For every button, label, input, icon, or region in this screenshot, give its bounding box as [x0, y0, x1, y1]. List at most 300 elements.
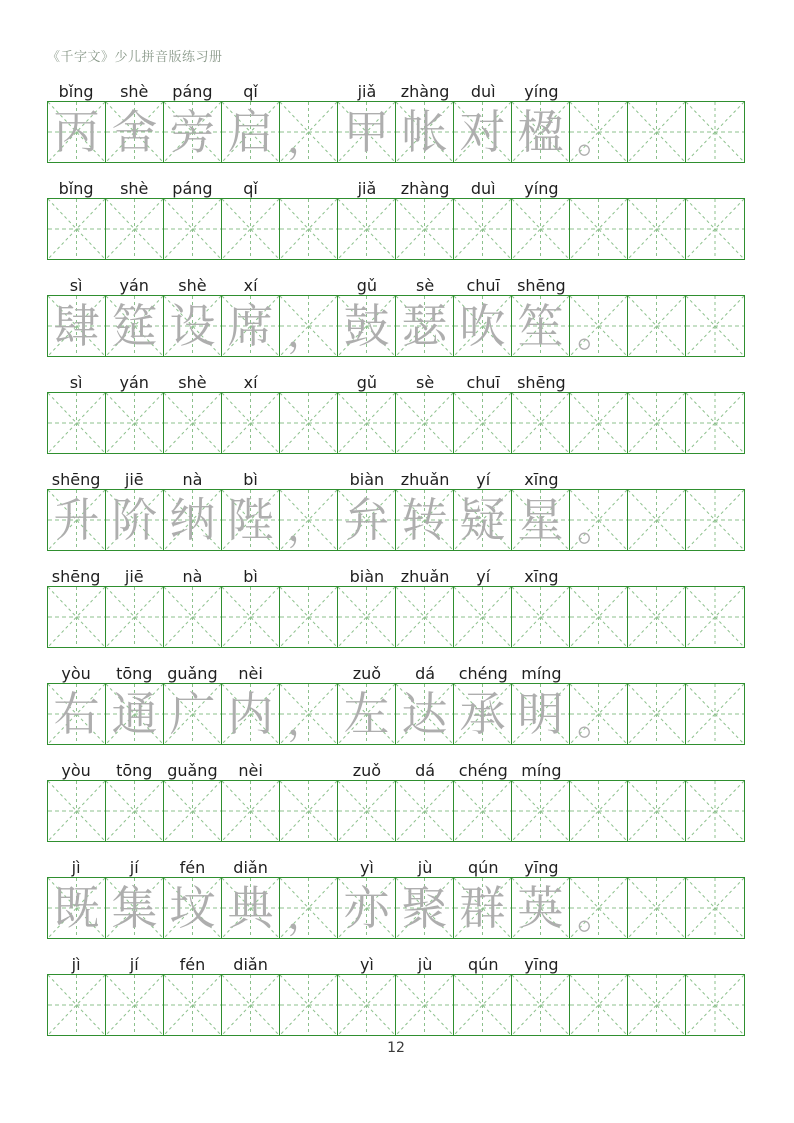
grid-cell [454, 102, 512, 162]
pinyin-syllable: míng [521, 663, 562, 683]
grid-cell [106, 781, 164, 841]
cell-guides [628, 975, 685, 1035]
cell-guides [570, 393, 627, 453]
trace-grid-row-section-2 [47, 295, 745, 357]
grid-cell [280, 878, 338, 938]
grid-cell [164, 199, 222, 259]
grid-cell [396, 878, 454, 938]
cell-guides [164, 587, 221, 647]
trace-punctuation: 。 [577, 698, 617, 744]
pinyin-syllable: zhuǎn [400, 469, 450, 489]
trace-character: 启 [227, 105, 274, 159]
trace-punctuation: ， [287, 698, 327, 744]
cell-guides [280, 975, 337, 1035]
grid-cell [222, 781, 280, 841]
pinyin-syllable: duì [470, 178, 496, 198]
pinyin-syllable: yòu [61, 760, 91, 780]
cell-guides [222, 975, 279, 1035]
cell-guides [628, 199, 685, 259]
trace-punctuation: ， [287, 892, 327, 938]
cell-guides [338, 102, 395, 162]
trace-character: 既 [53, 881, 100, 935]
trace-character: 对 [459, 105, 506, 159]
grid-cell [164, 878, 222, 938]
pinyin-syllable: yì [359, 857, 374, 877]
pinyin-syllable: jì [71, 954, 81, 974]
cell-guides [570, 296, 627, 356]
cell-guides [454, 878, 511, 938]
pinyin-syllable: páng [172, 81, 213, 101]
grid-cell [570, 102, 628, 162]
cell-guides [222, 199, 279, 259]
pinyin-syllable: yán [119, 372, 149, 392]
grid-cell [280, 199, 338, 259]
pinyin-syllable: bì [243, 566, 258, 586]
grid-cell [396, 490, 454, 550]
cell-guides [338, 878, 395, 938]
grid-cell [164, 587, 222, 647]
grid-cell [512, 393, 570, 453]
grid-cell [106, 199, 164, 259]
cell-guides [686, 878, 744, 938]
grid-cell [338, 975, 396, 1035]
page-title: 《千字文》少儿拼音版练习册 [47, 50, 223, 65]
trace-character: 丙 [53, 105, 100, 159]
grid-cell [222, 587, 280, 647]
grid-cell [48, 393, 106, 453]
cell-guides [512, 199, 569, 259]
cell-guides [222, 102, 279, 162]
grid-cell [222, 490, 280, 550]
cell-guides [512, 587, 569, 647]
pinyin-syllable: nèi [238, 760, 263, 780]
grid-cell [338, 296, 396, 356]
pinyin-syllable: míng [521, 760, 562, 780]
trace-character: 肆 [53, 299, 100, 353]
cell-guides [570, 587, 627, 647]
cell-guides [628, 393, 685, 453]
pinyin-syllable: xí [243, 372, 258, 392]
pinyin-syllable: jù [417, 857, 433, 877]
cell-guides [628, 490, 685, 550]
grid-cell [222, 296, 280, 356]
pinyin-syllable: yīng [524, 954, 559, 974]
cell-guides [164, 102, 221, 162]
pinyin-syllable: dá [415, 663, 436, 683]
cell-guides [686, 490, 744, 550]
cell-guides [338, 781, 395, 841]
cell-guides [106, 587, 163, 647]
pinyin-syllable: xí [243, 275, 258, 295]
cell-guides [570, 490, 627, 550]
pinyin-syllable: zuǒ [352, 760, 382, 780]
cell-guides [48, 296, 105, 356]
cell-guides [48, 878, 105, 938]
cell-guides [48, 102, 105, 162]
pinyin-syllable: yíng [524, 178, 559, 198]
trace-character: 陛 [227, 493, 274, 547]
pinyin-syllable: bì [243, 469, 258, 489]
cell-guides [164, 975, 221, 1035]
cell-guides [222, 878, 279, 938]
grid-cell [396, 684, 454, 744]
trace-grid-row-section-5 [47, 877, 745, 939]
grid-cell [222, 102, 280, 162]
cell-guides [686, 781, 744, 841]
grid-cell [222, 878, 280, 938]
cell-guides [512, 490, 569, 550]
trace-character: 甲 [343, 105, 390, 159]
grid-cell [454, 490, 512, 550]
grid-cell [570, 490, 628, 550]
grid-cell [686, 684, 744, 744]
cell-guides [164, 393, 221, 453]
grid-cell [106, 878, 164, 938]
cell-guides [570, 975, 627, 1035]
pinyin-syllable: shè [178, 275, 207, 295]
grid-cell [686, 393, 744, 453]
grid-cell [512, 490, 570, 550]
grid-cell [48, 199, 106, 259]
cell-guides [454, 393, 511, 453]
grid-cell [280, 587, 338, 647]
pinyin-syllable: bǐng [58, 178, 94, 198]
grid-cell [454, 199, 512, 259]
grid-cell [338, 102, 396, 162]
grid-cell [48, 490, 106, 550]
pinyin-row-section-3 [47, 463, 745, 489]
grid-cell [396, 587, 454, 647]
pinyin-syllable: qǐ [243, 178, 258, 198]
cell-guides [222, 781, 279, 841]
pinyin-syllable: gǔ [356, 372, 378, 392]
cell-guides [628, 878, 685, 938]
pinyin-syllable: tōng [116, 663, 153, 683]
grid-cell [628, 587, 686, 647]
grid-cell [512, 878, 570, 938]
trace-character: 典 [227, 881, 274, 935]
cell-guides [280, 199, 337, 259]
blank-grid-row-section-2 [47, 392, 745, 454]
grid-cell [338, 781, 396, 841]
cell-guides [338, 490, 395, 550]
grid-cell [512, 296, 570, 356]
grid-cell [454, 975, 512, 1035]
pinyin-syllable: jiǎ [357, 178, 377, 198]
blank-grid-row-section-1 [47, 198, 745, 260]
pinyin-syllable: tōng [116, 760, 153, 780]
grid-cell [48, 684, 106, 744]
cell-guides [686, 199, 744, 259]
trace-character: 集 [111, 881, 158, 935]
cell-guides [454, 587, 511, 647]
cell-guides [222, 684, 279, 744]
grid-cell [280, 393, 338, 453]
cell-guides [512, 684, 569, 744]
grid-cell [48, 102, 106, 162]
grid-cell [628, 781, 686, 841]
cell-guides [280, 684, 337, 744]
trace-character: 通 [111, 687, 158, 741]
pinyin-syllable: biàn [349, 469, 385, 489]
grid-cell [570, 975, 628, 1035]
cell-guides [396, 393, 453, 453]
practice-lines [47, 75, 745, 1036]
cell-guides [396, 199, 453, 259]
cell-guides [280, 296, 337, 356]
grid-cell [454, 587, 512, 647]
grid-cell [396, 296, 454, 356]
pinyin-syllable: yì [359, 954, 374, 974]
pinyin-syllable: sì [69, 275, 83, 295]
grid-cell [570, 393, 628, 453]
grid-cell [280, 684, 338, 744]
pinyin-syllable: nà [182, 469, 203, 489]
grid-cell [512, 684, 570, 744]
pinyin-syllable: nèi [238, 663, 263, 683]
pinyin-syllable: páng [172, 178, 213, 198]
cell-guides [512, 296, 569, 356]
trace-punctuation: 。 [577, 116, 617, 162]
grid-cell [106, 684, 164, 744]
grid-cell [454, 296, 512, 356]
grid-cell [512, 102, 570, 162]
cell-guides [512, 975, 569, 1035]
trace-character: 吹 [459, 299, 506, 353]
cell-guides [280, 878, 337, 938]
pinyin-syllable: guǎng [167, 760, 218, 780]
grid-cell [164, 684, 222, 744]
trace-character: 聚 [401, 881, 448, 935]
grid-cell [686, 587, 744, 647]
trace-character: 转 [401, 493, 448, 547]
cell-guides [454, 684, 511, 744]
cell-guides [396, 587, 453, 647]
cell-guides [48, 587, 105, 647]
cell-guides [686, 587, 744, 647]
grid-cell [396, 199, 454, 259]
pinyin-syllable: chéng [458, 760, 508, 780]
pinyin-syllable: diǎn [233, 954, 268, 974]
trace-character: 亦 [343, 881, 390, 935]
trace-character: 筵 [111, 299, 158, 353]
pinyin-syllable: fén [179, 954, 206, 974]
cell-guides [686, 975, 744, 1035]
cell-guides [628, 102, 685, 162]
cell-guides [106, 199, 163, 259]
cell-guides [106, 975, 163, 1035]
cell-guides [338, 296, 395, 356]
cell-guides [48, 393, 105, 453]
pinyin-syllable: yí [476, 469, 491, 489]
trace-character: 升 [53, 493, 100, 547]
trace-character: 英 [517, 881, 564, 935]
pinyin-syllable: jù [417, 954, 433, 974]
cell-guides [396, 878, 453, 938]
pinyin-syllable: biàn [349, 566, 385, 586]
grid-cell [512, 975, 570, 1035]
cell-guides [628, 781, 685, 841]
cell-guides [222, 490, 279, 550]
pinyin-row-section-4 [47, 657, 745, 683]
trace-punctuation: ， [287, 310, 327, 356]
trace-character: 群 [459, 881, 506, 935]
grid-cell [570, 878, 628, 938]
cell-guides [164, 199, 221, 259]
grid-cell [686, 102, 744, 162]
pinyin-syllable: diǎn [233, 857, 268, 877]
grid-cell [454, 393, 512, 453]
grid-cell [454, 684, 512, 744]
grid-cell [628, 199, 686, 259]
grid-cell [106, 490, 164, 550]
grid-cell [570, 587, 628, 647]
grid-cell [628, 102, 686, 162]
pinyin-syllable: yí [476, 566, 491, 586]
grid-cell [686, 490, 744, 550]
pinyin-syllable: qún [468, 857, 499, 877]
trace-grid-row-section-1 [47, 101, 745, 163]
cell-guides [48, 684, 105, 744]
grid-cell [48, 878, 106, 938]
cell-guides [48, 975, 105, 1035]
pinyin-syllable: chéng [458, 663, 508, 683]
trace-character: 瑟 [401, 299, 448, 353]
trace-character: 旁 [169, 105, 216, 159]
cell-guides [106, 296, 163, 356]
cell-guides [222, 296, 279, 356]
pinyin-syllable: qǐ [243, 81, 258, 101]
cell-guides [280, 587, 337, 647]
grid-cell [106, 975, 164, 1035]
cell-guides [48, 781, 105, 841]
pinyin-syllable: jiē [124, 469, 144, 489]
pinyin-syllable: shēng [517, 372, 566, 392]
blank-grid-row-section-4 [47, 780, 745, 842]
grid-cell [686, 878, 744, 938]
cell-guides [396, 975, 453, 1035]
cell-guides [570, 781, 627, 841]
grid-cell [338, 199, 396, 259]
cell-guides [106, 102, 163, 162]
pinyin-syllable: jí [129, 954, 139, 974]
grid-cell [686, 296, 744, 356]
trace-punctuation: 。 [577, 504, 617, 550]
grid-cell [280, 490, 338, 550]
pinyin-row-section-1 [47, 172, 745, 198]
trace-character: 星 [517, 493, 564, 547]
cell-guides [396, 781, 453, 841]
pinyin-row-section-3 [47, 560, 745, 586]
pinyin-syllable: nà [182, 566, 203, 586]
blank-grid-row-section-3 [47, 586, 745, 648]
cell-guides [570, 102, 627, 162]
grid-cell [628, 296, 686, 356]
pinyin-syllable: sì [69, 372, 83, 392]
grid-cell [48, 781, 106, 841]
pinyin-syllable: bǐng [58, 81, 94, 101]
cell-guides [48, 490, 105, 550]
cell-guides [454, 490, 511, 550]
cell-guides [164, 296, 221, 356]
pinyin-syllable: sè [415, 275, 435, 295]
cell-guides [512, 781, 569, 841]
grid-cell [106, 296, 164, 356]
grid-cell [512, 199, 570, 259]
grid-cell [222, 684, 280, 744]
pinyin-row-section-2 [47, 366, 745, 392]
trace-character: 楹 [517, 105, 564, 159]
cell-guides [686, 684, 744, 744]
grid-cell [396, 393, 454, 453]
pinyin-syllable: zhàng [400, 81, 450, 101]
grid-cell [628, 878, 686, 938]
cell-guides [570, 878, 627, 938]
cell-guides [454, 199, 511, 259]
trace-character: 阶 [111, 493, 158, 547]
grid-cell [164, 490, 222, 550]
cell-guides [396, 296, 453, 356]
cell-guides [570, 684, 627, 744]
page-number: 12 [387, 1040, 405, 1056]
grid-cell [280, 102, 338, 162]
grid-cell [222, 975, 280, 1035]
pinyin-syllable: shēng [517, 275, 566, 295]
trace-character: 舍 [111, 105, 158, 159]
cell-guides [164, 490, 221, 550]
pinyin-row-section-5 [47, 948, 745, 974]
pinyin-syllable: zuǒ [352, 663, 382, 683]
trace-punctuation: ， [287, 116, 327, 162]
cell-guides [106, 490, 163, 550]
cell-guides [338, 975, 395, 1035]
grid-cell [164, 975, 222, 1035]
cell-guides [164, 684, 221, 744]
grid-cell [106, 393, 164, 453]
grid-cell [280, 781, 338, 841]
pinyin-syllable: guǎng [167, 663, 218, 683]
trace-character: 承 [459, 687, 506, 741]
cell-guides [338, 199, 395, 259]
pinyin-syllable: jiǎ [357, 81, 377, 101]
pinyin-syllable: qún [468, 954, 499, 974]
trace-grid-row-section-4 [47, 683, 745, 745]
trace-grid-row-section-3 [47, 489, 745, 551]
pinyin-syllable: xīng [524, 469, 559, 489]
trace-character: 纳 [169, 493, 216, 547]
grid-cell [48, 975, 106, 1035]
pinyin-syllable: jí [129, 857, 139, 877]
pinyin-syllable: yòu [61, 663, 91, 683]
cell-guides [164, 781, 221, 841]
pinyin-syllable: sè [415, 372, 435, 392]
grid-cell [628, 975, 686, 1035]
cell-guides [106, 781, 163, 841]
cell-guides [396, 490, 453, 550]
cell-guides [280, 490, 337, 550]
grid-cell [628, 490, 686, 550]
grid-cell [512, 587, 570, 647]
grid-cell [164, 781, 222, 841]
pinyin-syllable: shè [178, 372, 207, 392]
grid-cell [570, 199, 628, 259]
cell-guides [512, 393, 569, 453]
grid-cell [338, 587, 396, 647]
cell-guides [686, 102, 744, 162]
pinyin-syllable: yíng [524, 81, 559, 101]
trace-character: 广 [169, 687, 216, 741]
grid-cell [396, 975, 454, 1035]
